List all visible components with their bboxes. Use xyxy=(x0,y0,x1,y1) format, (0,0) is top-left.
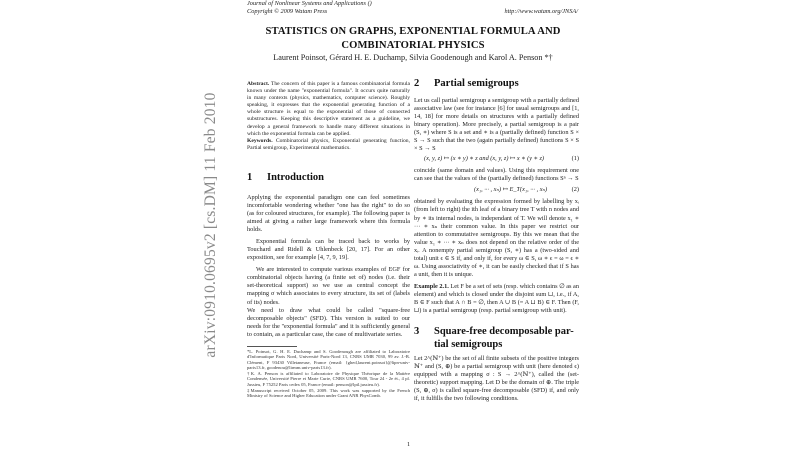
example-label: Example 2.1. xyxy=(414,282,449,290)
section-title-line-2: tial semigroups xyxy=(434,338,503,350)
intro-paragraph-1: Applying the exponential paradigm one can feel sometimes incomfortable wondering whether "one has the right" to do so (as for coloured structures, for example). The following paper is aimed at giving a rather large framework where this formula holds. xyxy=(247,193,410,234)
title-line-2: COMBINATORIAL PHYSICS xyxy=(341,39,485,51)
section-heading-introduction xyxy=(247,171,410,184)
example-2-1 xyxy=(414,283,579,315)
equation-1-number: (1) xyxy=(571,155,579,163)
equation-2-number: (2) xyxy=(571,186,579,194)
author-list: Laurent Poinsot, Gérard H. E. Duchamp, Silvia Goodenough and Karol A. Penson *† xyxy=(273,53,553,62)
section-heading-square-free xyxy=(414,325,579,351)
arxiv-identifier-stamp: arXiv:0910.0695v2 [cs.DM] 11 Feb 2010 xyxy=(202,92,219,358)
keywords-text: Combinatorial physics, Exponential generating function, Partial semigroup, Experimental mathematics. xyxy=(247,137,411,151)
section-title: Introduction xyxy=(267,171,324,183)
section-title-line-1: Square-free decomposable par- xyxy=(434,325,574,337)
title-line-1: STATISTICS ON GRAPHS, EXPONENTIAL FORMULA AND xyxy=(265,26,561,37)
running-header-left xyxy=(247,0,372,15)
footnote-manuscript: ‡Manuscript received October 05, 2009. This work was supported by the French Ministry of Science and Higher Education under Grant ANR PhysComb. xyxy=(247,387,410,399)
section-title: Partial semigroups xyxy=(434,78,519,89)
section-number: 3 xyxy=(414,325,420,337)
footnote-affiliation-1: *L. Poinsot, G. H. E. Duchamp and S. Goodenough are affiliated to Laboratoire d'Informatique Paris Nord, Université Paris-Nord 13, CNRS UMR 7030, 99 av. J.-B. Clément, F 93430 Villetaneuse, France (email: {ghed,laurent.poinsot}@lipn-univ-paris13.fr, goodenou@lirmm.univ-paris13.fr). xyxy=(247,348,410,371)
keywords-label: Keywords. xyxy=(247,137,273,144)
copyright-line: Copyright © 2009 Watam Press xyxy=(247,7,328,15)
intro-paragraph-3: We are interested to compute various examples of EGF for combinatorial objects having (a finite set of) nodes (i.e. their set-theoretical support) so we use as central concept the mapping σ which associates to every structure, its set of (labels of its) nodes. xyxy=(247,266,410,306)
equation-1-expression: (x, y, z) ↦ (x ∗ y) ∗ z and (x, y, z) ↦ x ∗ (y ∗ z) xyxy=(424,155,544,163)
section-number: 1 xyxy=(247,171,253,183)
equation-1 xyxy=(414,155,579,167)
paper-title xyxy=(240,25,586,52)
footnote-affiliation-2: †K. A. Penson is affiliated to Laboratoire de Physique Théorique de la Matière Condensée, Université Pierre et Marie Curie, CNRS UMR 7600, Tour 24 - 2e ét., 4 pl. Jussieu, F 75252 Paris cedex 05, France (email: penson@lptl.jussieu.fr). xyxy=(247,370,410,388)
abstract-text: The concern of this paper is a famous combinatorial formula known under the name "exponential formula". It occurs quite naturally in many contexts (physics, mathematics, computer science). Roughly speaking, it expresses that the exponential generating function of a whole structure is equal to the exponential of those of connected substructures. Keeping this descriptive statement as a guideline, we develop a general framework to handle many different situations in which the exponential formula can be applied. xyxy=(247,81,410,137)
footnote-rule xyxy=(247,346,297,347)
partial-paragraph-1: Let us call partial semigroup a semigroup with a partially defined associative law (see for instance [6] for usual semigroups and [1, 14, 18] for more details on structures with a partially defined binary operation). More precisely, a partial semigroup is a pair (S, ∗) where S is a set and ∗ is a (partially defined) function S × S → S such that the two (again partially defined) functions S × S × S → S xyxy=(414,97,579,153)
abstract xyxy=(247,81,410,152)
page-number: 1 xyxy=(407,441,411,448)
example-text: Let F be a set of sets (resp. which contains ∅ as an element) and which is closed under the disjoint sum ⊔, i.e., if A, B ∈ F such that A ∩ B = ∅, then A ∪ B (= A ⊔ B) ∈ F. Then (F, ⊔) is a partial semigroup (resp. partial semigroup with unit). xyxy=(414,282,579,314)
partial-paragraph-3: obtained by evaluating the expression formed by labelling by xᵢ (from left to right) the ith leaf of a binary tree T with n nodes and by ∗ its internal nodes, is independant of T. We will denote x₁ ∗ ··· ∗ xₙ their common value. In this paper we restrict our attention to commutative semigroups. By this we mean that the value x₁ ∗ ··· ∗ xₙ does not depend on the relative order of the xᵢ. A nonempty partial semigroup (S, ∗) has a (two-sided and total) unit ϵ ∈ S if, and only if, for every ω ∈ S, ω ∗ ϵ = ω = ϵ ∗ ω. Using associativity of ∗, it can be easily checked that if S has a unit, then it is unique. xyxy=(414,198,579,278)
equation-2 xyxy=(414,186,579,198)
right-column xyxy=(414,77,579,403)
intro-paragraph-2: Exponential formula can be traced back to works by Touchard and Ridell & Uhlenbeck [20, 17]. For an other exposition, see for example [4, 7, 9, 19]. xyxy=(247,238,410,262)
abstract-label: Abstract. xyxy=(247,81,270,87)
journal-url[interactable]: http://www.watam.org/JNSA/ xyxy=(504,8,578,15)
journal-name: Journal of Nonlinear Systems and Applications () xyxy=(247,0,372,7)
sfd-paragraph-1: Let 2^(ℕ⁺) be the set of all finite subsets of the positive integers ℕ⁺ and (S, ⊕) be a partial semigroup with unit (here denoted ϵ) equipped with a mapping σ : S → 2^(ℕ⁺), called the (set-theoretic) support mapping. Let D be the domain of ⊕. The triple (S, ⊕, σ) is called square-free decomposable (SFD) if, and only if, it fulfills the two following conditions. xyxy=(414,354,579,403)
left-column xyxy=(247,81,410,399)
intro-paragraph-4: We need to draw what could be called "square-free decomposable objects" (SFD). This version is suited to our needs for the "exponential formula" and it is sufficiently general to contain, as a particular case, the case of multivariate series. xyxy=(247,306,410,338)
equation-2-expression: (x₁, ··· , xₙ) ↦ E_T(x₁, ··· , xₙ) xyxy=(474,186,548,194)
section-heading-partial-semigroups xyxy=(414,77,579,90)
section-number: 2 xyxy=(414,78,420,89)
partial-paragraph-2: coincide (same domain and values). Using this requirement one can see that the values of the (partially defined) functions Sⁿ → S xyxy=(414,167,579,183)
keywords-line xyxy=(247,138,410,152)
